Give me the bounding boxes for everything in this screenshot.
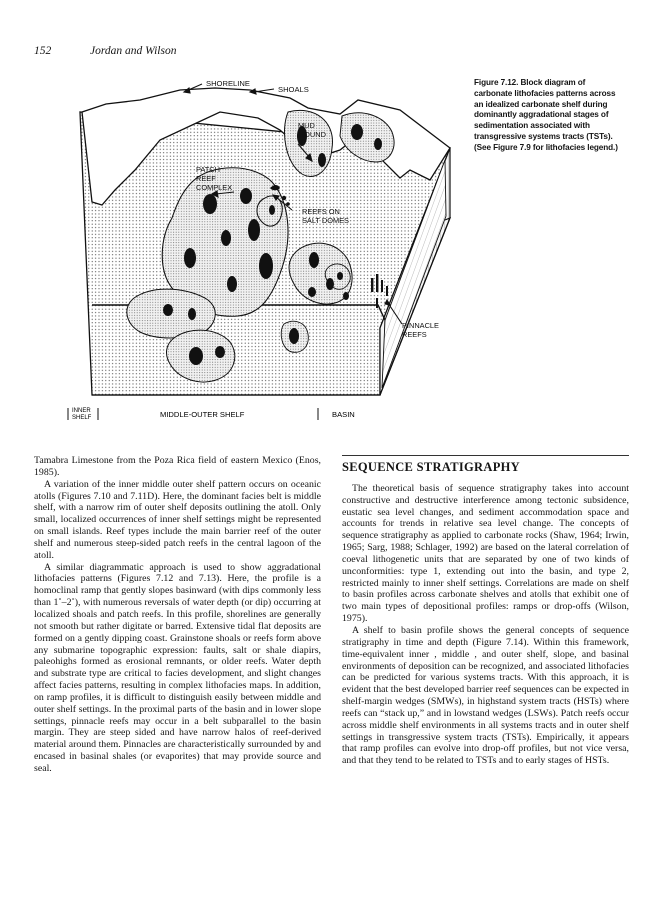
left-paragraph-2: A variation of the inner middle outer shelf pattern occurs on oceanic atolls (Figures 7.10 and 7.11D). Here, the dominant facies belt is middle shelf, with a narrow rim of outer shelf deposits outlining the atoll. Only small, localized occurrences of inner shelf settings might be represented on small islands. Reef types include the main barrier reef of the outer shelf and numerous steep-sided patch reefs in the central lagoon of the atoll.	[34, 478, 321, 561]
facies-scale-bar	[68, 408, 355, 421]
label-shoreline: SHORELINE	[206, 79, 250, 88]
left-paragraph-1: Tamabra Limestone from the Poza Rica field of eastern Mexico (Enos, 1985).	[34, 455, 321, 478]
label-pinnacle-reefs-line: REEFS	[402, 330, 427, 339]
label-mud-mound-line: MOUND	[298, 130, 326, 139]
label-pinnacle-reefs-line: PINNACLE	[402, 321, 439, 330]
scale-inner-shelf-line2: SHELF	[72, 415, 92, 421]
block-diagram-figure	[40, 70, 460, 430]
right-paragraph-2: A shelf to basin profile shows the general concepts of sequence stratigraphy in time and depth (Figure 7.14). Within this framework, time-equivalent inner , middle , and outer shelf, slope, and basinal environments of deposition can be recognized, and associated lithofacies can be predicted for various systems tracts. With this approach, it is evident that the best developed barrier reef sequences can be expected in shelf-margin wedges (SMWs), in highstand system tracts (HSTs) where reefs can “stack up,” and in lowstand wedges (LSWs). Patch reefs occur across middle shelf environments in all systems tracts and in outer shelf settings in transgressive system tracts (TSTs). Empirically, it appears that ramp profiles can evolve into drop-off profiles, but not vice versa, and that they tend to be related to TSTs and to early stages of HSTs.	[342, 624, 629, 767]
label-patch-reef-complex-line: PATCH	[196, 165, 220, 174]
label-reefs-on-salt-domes-line: REEFS ON	[302, 207, 340, 216]
label-patch-reef-complex-line: COMPLEX	[196, 183, 233, 192]
figure-caption: Figure 7.12. Block diagram of carbonate lithofacies patterns across an idealized carbonate shelf during dominantly aggradational stages of sedimentation associated with transgressive systems tracts (TSTs). (See Figure 7.9 for lithofacies legend.)	[474, 78, 618, 152]
label-patch-reef-complex-line: REEF	[196, 174, 216, 183]
left-column	[34, 455, 321, 775]
running-head: Jordan and Wilson	[90, 45, 177, 57]
section-rule	[342, 455, 629, 456]
right-column	[342, 455, 629, 767]
label-mud-mound-line: MUD	[298, 121, 315, 130]
label-pinnacle-reefs	[402, 321, 439, 339]
page-number: 152	[34, 45, 52, 57]
scale-basin: BASIN	[332, 410, 355, 419]
scale-middle-outer-shelf: MIDDLE-OUTER SHELF	[160, 410, 245, 419]
section-heading: SEQUENCE STRATIGRAPHY	[342, 460, 520, 474]
left-paragraph-3: A similar diagrammatic approach is used to show aggradational lithofacies patterns (Figures 7.12 and 7.13). Here, the profile is a homoclinal ramp that gently slopes basinward (with dips commonly less than 1˚–2˚), with numerous reversals of water depth (or dip) occurring at localized shoals and patch reefs. In this profile, shorelines are generally not smooth but rather digitate or barred. Extensive tidal flat deposits are formed on a gently dipping coast. Grainstone shoals or reefs form above any submarine topographic expression: faults, salt or shale diapirs, paleohighs formed as erosional remnants, or older reefs. Water depth and substrate type are critical to facies development, and slight changes affect facies patterns, resulting in complex lithofacies maps. In addition, on ramp profiles, it is difficult to distinguish easily between middle and outer shelf settings. In the proximal parts of the basin and in lower slope settings, pinnacle reefs may occur in a belt subparallel to the basin margin. They are steep sided and have narrow halos of reef-derived material around them. Pinnacles are characteristically surrounded by and encased in basinal shales (or evaporites) that may provide source and seal.	[34, 561, 321, 774]
right-paragraph-1: The theoretical basis of sequence stratigraphy takes into account constructive and destructive interference among tectonic subsidence, eustatic sea level changes, and sediment accommodation space and accounts for trends in relative sea level change. The concepts of sequence stratigraphy as applied to carbonate rocks (Shaw, 1964; Irwin, 1965; Sarg, 1988; Schlager, 1992) are based on the lateral correlation of coeval lithogenetic units that are separated by one of two kinds of unconformities: type 1, extending out into the basin, and type 2, restricted mainly to inner shelf settings. Correlations are made on shelf to basin profiles across carbonate shelves and atolls that exhibit one of two main types of depositional profiles: ramps or drop-offs (Wilson, 1975).	[342, 482, 629, 625]
label-shoals: SHOALS	[278, 85, 309, 94]
scale-inner-shelf-line1: INNER	[72, 408, 91, 414]
label-reefs-on-salt-domes-line: SALT DOMES	[302, 216, 349, 225]
